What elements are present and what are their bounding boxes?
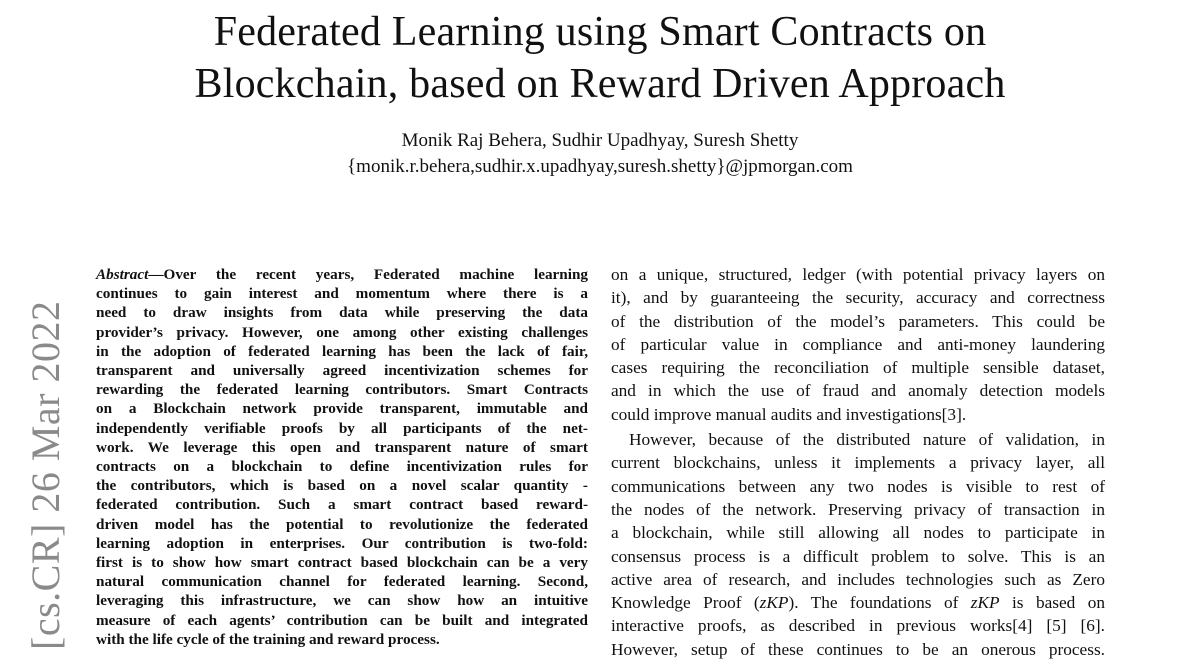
body-line: consensus process is a difficult problem to solve. This is an [611, 546, 1105, 566]
author-emails: {monik.r.behera,sudhir.x.upadhyay,suresh.shetty}@jpmorgan.com [347, 156, 853, 177]
author-names: Monik Raj Behera, Sudhir Upadhyay, Suresh Shetty [401, 130, 799, 151]
abstract-line: need to draw insights from data while preserving the data [96, 304, 588, 322]
body-line: interactive proofs, as described in previous works[4] [5] [6]. [611, 616, 1105, 636]
abstract-line: learning adoption in enterprises. Our contribution is two-fold: [96, 534, 588, 552]
abstract-label: Abstract [96, 266, 149, 283]
paper-title-line-1: Federated Learning using Smart Contracts on [213, 9, 987, 55]
body-line: active area of research, and includes technologies such as Zero [611, 569, 1105, 589]
body-line: However, setup of these continues to be an onerous process. [611, 639, 1105, 659]
body-line: the nodes of the network. Preserving privacy of transaction in [611, 499, 1105, 519]
abstract-line: in the adoption of federated learning has been the lack of fair, [96, 342, 588, 360]
abstract-line: driven model has the potential to revolutionize the federated [96, 515, 588, 533]
abstract-column [96, 265, 588, 649]
abstract-line: first is to show how smart contract based blockchain can be a very [96, 554, 588, 572]
paper-title-line-2: Blockchain, based on Reward Driven Approach [194, 61, 1006, 107]
body-line: it), and by guaranteeing the security, accuracy and correctness [611, 288, 1105, 308]
body-line: a blockchain, while still allowing all nodes to participate in [611, 523, 1105, 543]
arxiv-side-stamp: [cs.CR] 26 Mar 2022 [23, 300, 68, 650]
body-line: However, because of the distributed nature of validation, in [629, 430, 1105, 450]
zkp-text-post: is based on [999, 593, 1105, 613]
abstract-line: federated contribution. Such a smart contract based reward- [96, 496, 588, 514]
abstract-line: continues to gain interest and momentum where there is a [96, 285, 588, 303]
body-line: could improve manual audits and investigations[3]. [611, 404, 967, 424]
body-line: of particular value in compliance and anti-money laundering [611, 334, 1105, 354]
abstract-line: measure of each agents’ contribution can be built and integrated [96, 611, 588, 629]
body-line-zkp [611, 591, 1105, 614]
body-line: of the distribution of the model’s parameters. This could be [611, 311, 1105, 331]
abstract-line: rewarding the federated learning contributors. Smart Contracts [96, 381, 588, 399]
abstract-line [96, 265, 588, 284]
author-block [0, 128, 1200, 180]
abstract-line: leveraging this infrastructure, we can show how an intuitive [96, 592, 588, 610]
abstract-line: contracts on a blockchain to define incentivization rules for [96, 458, 588, 476]
abstract-line: provider’s privacy. However, one among other existing challenges [96, 323, 588, 341]
abstract-line: work. We leverage this open and transparent nature of smart [96, 438, 588, 456]
abstract-line: with the life cycle of the training and reward process. [96, 630, 440, 648]
zkp-text-pre: Knowledge Proof ( [611, 593, 760, 613]
abstract-text: Over the recent years, Federated machine learning [163, 266, 588, 283]
abstract-line: transparent and universally agreed incentivization schemes for [96, 362, 588, 380]
abstract-line: natural communication channel for federated learning. Second, [96, 573, 588, 591]
abstract-dash: — [148, 266, 164, 283]
zkp-text-mid: ). The foundations of [788, 593, 971, 613]
abstract-line: independently verifiable proofs by all participants of the net- [96, 419, 588, 437]
body-line: current blockchains, unless it implements a privacy layer, all [611, 453, 1105, 473]
body-line: on a unique, structured, ledger (with potential privacy layers on [611, 265, 1105, 284]
paper-title [0, 6, 1200, 110]
body-line: cases requiring the reconciliation of multiple sensible dataset, [611, 358, 1105, 378]
body-line: and in which the use of fraud and anomaly detection models [611, 381, 1105, 401]
body-column-right [611, 263, 1105, 661]
body-line: communications between any two nodes is visible to rest of [611, 476, 1105, 496]
abstract-line: on a Blockchain network provide transparent, immutable and [96, 400, 588, 418]
abstract-line: the contributors, which is based on a novel scalar quantity - [96, 477, 588, 495]
zkp-abbrev-2: zKP [970, 593, 1000, 613]
zkp-abbrev: zKP [759, 593, 789, 613]
